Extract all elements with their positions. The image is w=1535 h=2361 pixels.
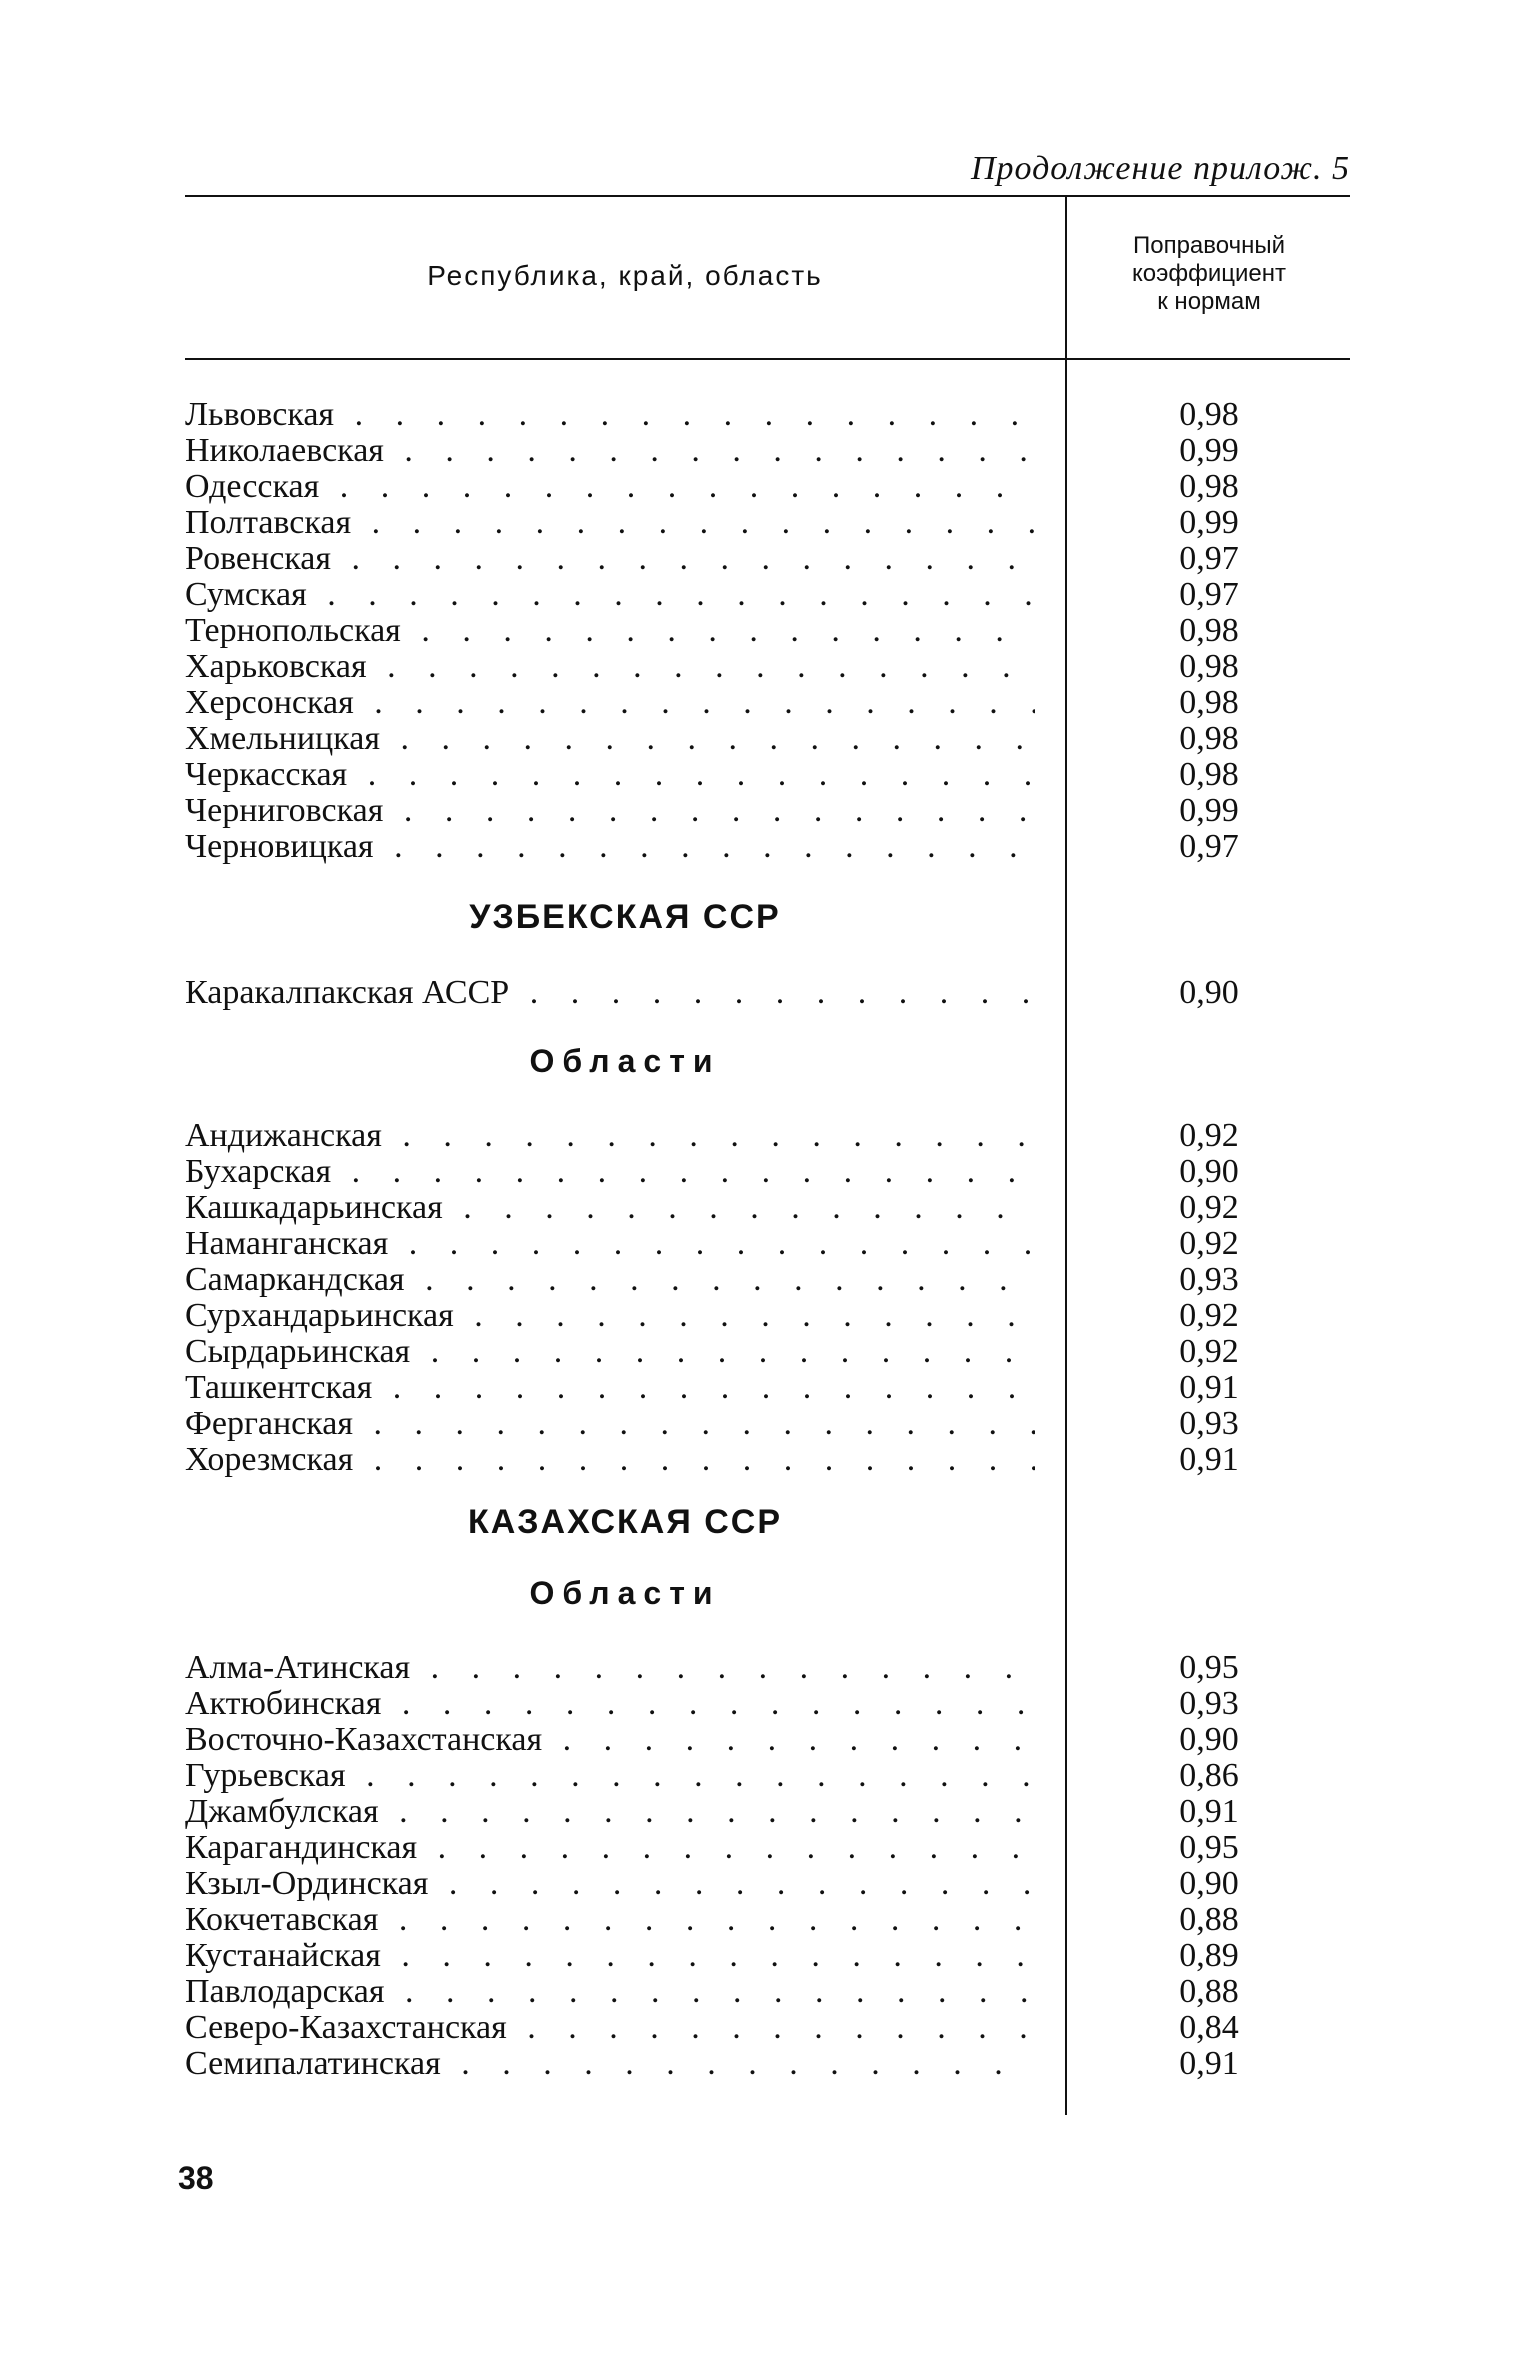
region-name: Николаевская . . . xyxy=(185,433,1035,469)
column-header-region: Республика, край, область xyxy=(427,260,823,291)
table-row xyxy=(185,433,1350,469)
table-row xyxy=(185,1262,1350,1298)
region-name: Гурьевская . . . xyxy=(185,1758,1035,1794)
table-row xyxy=(185,1154,1350,1190)
column-header-coefficient-line: коэффициент xyxy=(1131,260,1286,287)
table-row xyxy=(185,829,1350,865)
coefficient-value: 0,84 xyxy=(1179,2009,1239,2046)
table-row xyxy=(185,757,1350,793)
subsection-title-oblasts: Области xyxy=(529,1575,721,1611)
table-row xyxy=(185,1650,1350,1686)
table-row xyxy=(185,1298,1350,1334)
region-name: Северо-Казахстанская . . . xyxy=(185,2010,1035,2046)
coefficient-value: 0,92 xyxy=(1179,1117,1239,1154)
table-top-rule xyxy=(185,195,1350,197)
table-row xyxy=(185,1370,1350,1406)
table-row xyxy=(185,1866,1350,1902)
column-header-coefficient-line: к нормам xyxy=(1157,288,1261,315)
region-name: Черниговская . . . xyxy=(185,793,1035,829)
table-row xyxy=(185,577,1350,613)
region-name: Джамбулская . . . xyxy=(185,1794,1035,1830)
coefficient-value: 0,86 xyxy=(1179,1757,1239,1794)
region-name: Сумская . . . xyxy=(185,577,1035,613)
region-name: Кокчетавская . . . xyxy=(185,1902,1035,1938)
coefficient-value: 0,93 xyxy=(1179,1261,1239,1298)
region-name: Сурхандарьинская . . . xyxy=(185,1298,1035,1334)
coefficient-value: 0,90 xyxy=(1179,1721,1239,1758)
coefficient-value: 0,99 xyxy=(1179,504,1239,541)
coefficient-value: 0,88 xyxy=(1179,1901,1239,1938)
table-header-rule xyxy=(185,358,1350,360)
region-name: Тернопольская . . . xyxy=(185,613,1035,649)
region-name: Львовская . . . xyxy=(185,397,1035,433)
coefficient-value: 0,97 xyxy=(1179,576,1239,613)
table-row xyxy=(185,975,1350,1011)
table-row xyxy=(185,505,1350,541)
region-name: Актюбинская . . . xyxy=(185,1686,1035,1722)
region-name: Павлодарская . . . xyxy=(185,1974,1035,2010)
region-name: Черновицкая . . . xyxy=(185,829,1035,865)
coefficient-value: 0,91 xyxy=(1179,1793,1239,1830)
table-row xyxy=(185,1190,1350,1226)
coefficient-value: 0,91 xyxy=(1179,1441,1239,1478)
region-name: Харьковская . . . xyxy=(185,649,1035,685)
table-row xyxy=(185,613,1350,649)
coefficient-value: 0,98 xyxy=(1179,396,1239,433)
region-name: Карагандинская . . . xyxy=(185,1830,1035,1866)
coefficient-value: 0,95 xyxy=(1179,1829,1239,1866)
region-name: Хмельницкая . . . xyxy=(185,721,1035,757)
region-name: Алма-Атинская . . . xyxy=(185,1650,1035,1686)
coefficient-value: 0,88 xyxy=(1179,1973,1239,2010)
subsection-title-oblasts: Области xyxy=(529,1043,721,1079)
coefficient-value: 0,90 xyxy=(1179,1153,1239,1190)
region-name: Кзыл-Ординская . . . xyxy=(185,1866,1035,1902)
coefficient-value: 0,95 xyxy=(1179,1649,1239,1686)
table-row xyxy=(185,1830,1350,1866)
coefficient-value: 0,98 xyxy=(1179,684,1239,721)
coefficient-value: 0,92 xyxy=(1179,1225,1239,1262)
table-row xyxy=(185,649,1350,685)
table-row xyxy=(185,1902,1350,1938)
page-number: 38 xyxy=(178,2160,214,2196)
coefficient-value: 0,97 xyxy=(1179,540,1239,577)
table-row xyxy=(185,1938,1350,1974)
column-header-coefficient xyxy=(1068,232,1350,316)
region-name: Ташкентская . . . xyxy=(185,1370,1035,1406)
table-row xyxy=(185,541,1350,577)
region-name: Херсонская . . . xyxy=(185,685,1035,721)
section-title-uzbek-ssr: УЗБЕКСКАЯ ССР xyxy=(469,898,781,936)
coefficient-value: 0,98 xyxy=(1179,756,1239,793)
region-name: Бухарская . . . xyxy=(185,1154,1035,1190)
coefficient-value: 0,91 xyxy=(1179,2045,1239,2082)
table-row xyxy=(185,1722,1350,1758)
table-row xyxy=(185,685,1350,721)
table-row xyxy=(185,1686,1350,1722)
region-name: Самаркандская . . . xyxy=(185,1262,1035,1298)
region-name: Семипалатинская . . . xyxy=(185,2046,1035,2082)
region-name: Каракалпакская АССР . . . xyxy=(185,975,1035,1011)
region-name: Кустанайская . . . xyxy=(185,1938,1035,1974)
table-row xyxy=(185,1118,1350,1154)
table-row xyxy=(185,469,1350,505)
region-name: Андижанская . . . xyxy=(185,1118,1035,1154)
column-header-coefficient-line: Поправочный xyxy=(1132,232,1285,259)
table-row xyxy=(185,1974,1350,2010)
table-row xyxy=(185,397,1350,433)
table-row xyxy=(185,721,1350,757)
table-row xyxy=(185,1442,1350,1478)
coefficient-value: 0,98 xyxy=(1179,720,1239,757)
region-name: Полтавская . . . xyxy=(185,505,1035,541)
region-name: Хорезмская . . . xyxy=(185,1442,1035,1478)
coefficient-value: 0,92 xyxy=(1179,1333,1239,1370)
page-header-continuation: Продолжение прилож. 5 xyxy=(970,150,1350,187)
coefficient-value: 0,90 xyxy=(1179,974,1239,1011)
coefficient-value: 0,93 xyxy=(1179,1405,1239,1442)
table-row xyxy=(185,793,1350,829)
coefficient-value: 0,97 xyxy=(1179,828,1239,865)
coefficient-value: 0,90 xyxy=(1179,1865,1239,1902)
table-row xyxy=(185,1758,1350,1794)
region-name: Черкасская . . . xyxy=(185,757,1035,793)
table-row xyxy=(185,2046,1350,2082)
coefficient-value: 0,92 xyxy=(1179,1189,1239,1226)
table-row xyxy=(185,2010,1350,2046)
region-name: Ровенская . . . xyxy=(185,541,1035,577)
coefficient-value: 0,98 xyxy=(1179,612,1239,649)
region-name: Наманганская . . . xyxy=(185,1226,1035,1262)
coefficient-value: 0,99 xyxy=(1179,792,1239,829)
table-row xyxy=(185,1334,1350,1370)
region-name: Кашкадарьинская . . . xyxy=(185,1190,1035,1226)
coefficient-value: 0,98 xyxy=(1179,468,1239,505)
coefficient-value: 0,93 xyxy=(1179,1685,1239,1722)
table-row xyxy=(185,1794,1350,1830)
coefficient-value: 0,91 xyxy=(1179,1369,1239,1406)
coefficient-value: 0,98 xyxy=(1179,648,1239,685)
region-name: Восточно-Казахстанская . . . xyxy=(185,1722,1035,1758)
region-name: Сырдарьинская . . . xyxy=(185,1334,1035,1370)
coefficient-value: 0,89 xyxy=(1179,1937,1239,1974)
region-name: Ферганская . . . xyxy=(185,1406,1035,1442)
table-row xyxy=(185,1226,1350,1262)
coefficient-value: 0,99 xyxy=(1179,432,1239,469)
table-row xyxy=(185,1406,1350,1442)
section-title-kazakh-ssr: КАЗАХСКАЯ ССР xyxy=(467,1503,783,1541)
region-name: Одесская . . . xyxy=(185,469,1035,505)
coefficient-value: 0,92 xyxy=(1179,1297,1239,1334)
